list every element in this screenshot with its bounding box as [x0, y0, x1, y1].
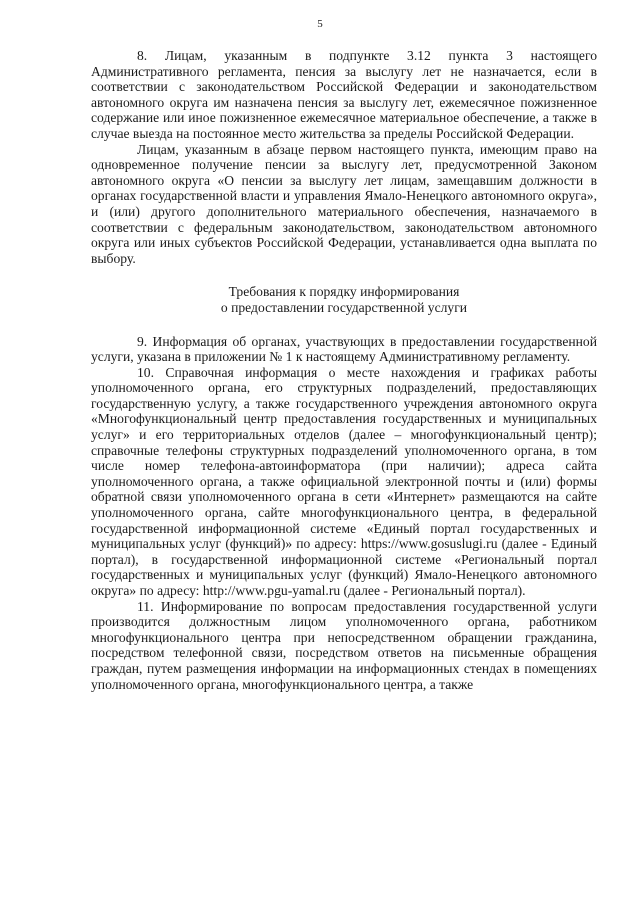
paragraph-8-continuation: Лицам, указанным в абзаце первом настоящего пункта, имеющим право на одновременное получение пенсии за выслугу лет, предусмотренной Законом автономного округа «О пенсии за выслугу лет лицам, замещавшим должности в органах государственной власти и управления Ямало-Ненецкого автономного округа», и (или) другого дополнительного материального обеспечения, назначаемого в соответствии с федеральным законодательством, законодательством автономного округа или иных субъектов Российской Федерации, устанавливается одна выплата по выбору. [91, 141, 597, 266]
document-body [91, 48, 597, 692]
section-heading [91, 284, 597, 315]
paragraph-8: 8. Лицам, указанным в подпункте 3.12 пункта 3 настоящего Административного регламента, пенсия за выслугу лет не назначается, если в соответствии с законодательством Российской Федерации и законодательством автономного округа им назначена пенсия за выслугу лет, ежемесячное пожизненное содержание или иное пожизненное ежемесячное материальное обеспечение, а также в случае выезда на постоянное место жительства за пределы Российской Федерации. [91, 48, 597, 141]
page-number: 5 [317, 18, 323, 30]
paragraph-11: 11. Информирование по вопросам предоставления государственной услуги производится должностным лицом уполномоченного органа, работником многофункционального центра при непосредственном обращении гражданина, посредством телефонной связи, посредством ответов на письменные обращения граждан, путем размещения информации на информационных стендах в помещениях уполномоченного органа, многофункционального центра, а также [91, 598, 597, 692]
section-heading-line-2: о предоставлении государственной услуги [220, 299, 468, 315]
paragraph-10: 10. Справочная информация о месте нахождения и графиках работы уполномоченного органа, его структурных подразделений, предоставляющих государственную услугу, а также государственного учреждения автономного округа «Многофункциональный центр предоставления государственных и муниципальных услуг» и его территориальных отделов (далее – многофункциональный центр); справочные телефоны структурных подразделений уполномоченного органа, в том числе номер телефона-автоинформатора (при наличии); адреса сайта уполномоченного органа, а также официальной электронной почты и (или) формы обратной связи уполномоченного органа в сети «Интернет» размещаются на сайте уполномоченного органа, сайте многофункционального центра, в федеральной государственной информационной системе «Единый портал государственных и муниципальных услуг (функций)» по адресу: https://www.gosuslugi.ru (далее - Единый портал), в государственной информационной системе «Региональный портал государственных и муниципальных услуг (функций) Ямало-Ненецкого автономного округа» по адресу: http://www.pgu-yamal.ru (далее - Региональный портал). [91, 364, 597, 598]
section-heading-line-1: Требования к порядку информирования [228, 284, 460, 300]
paragraph-9: 9. Информация об органах, участвующих в предоставлении государственной услуги, указана в приложении № 1 к настоящему Административному регламенту. [91, 333, 597, 365]
